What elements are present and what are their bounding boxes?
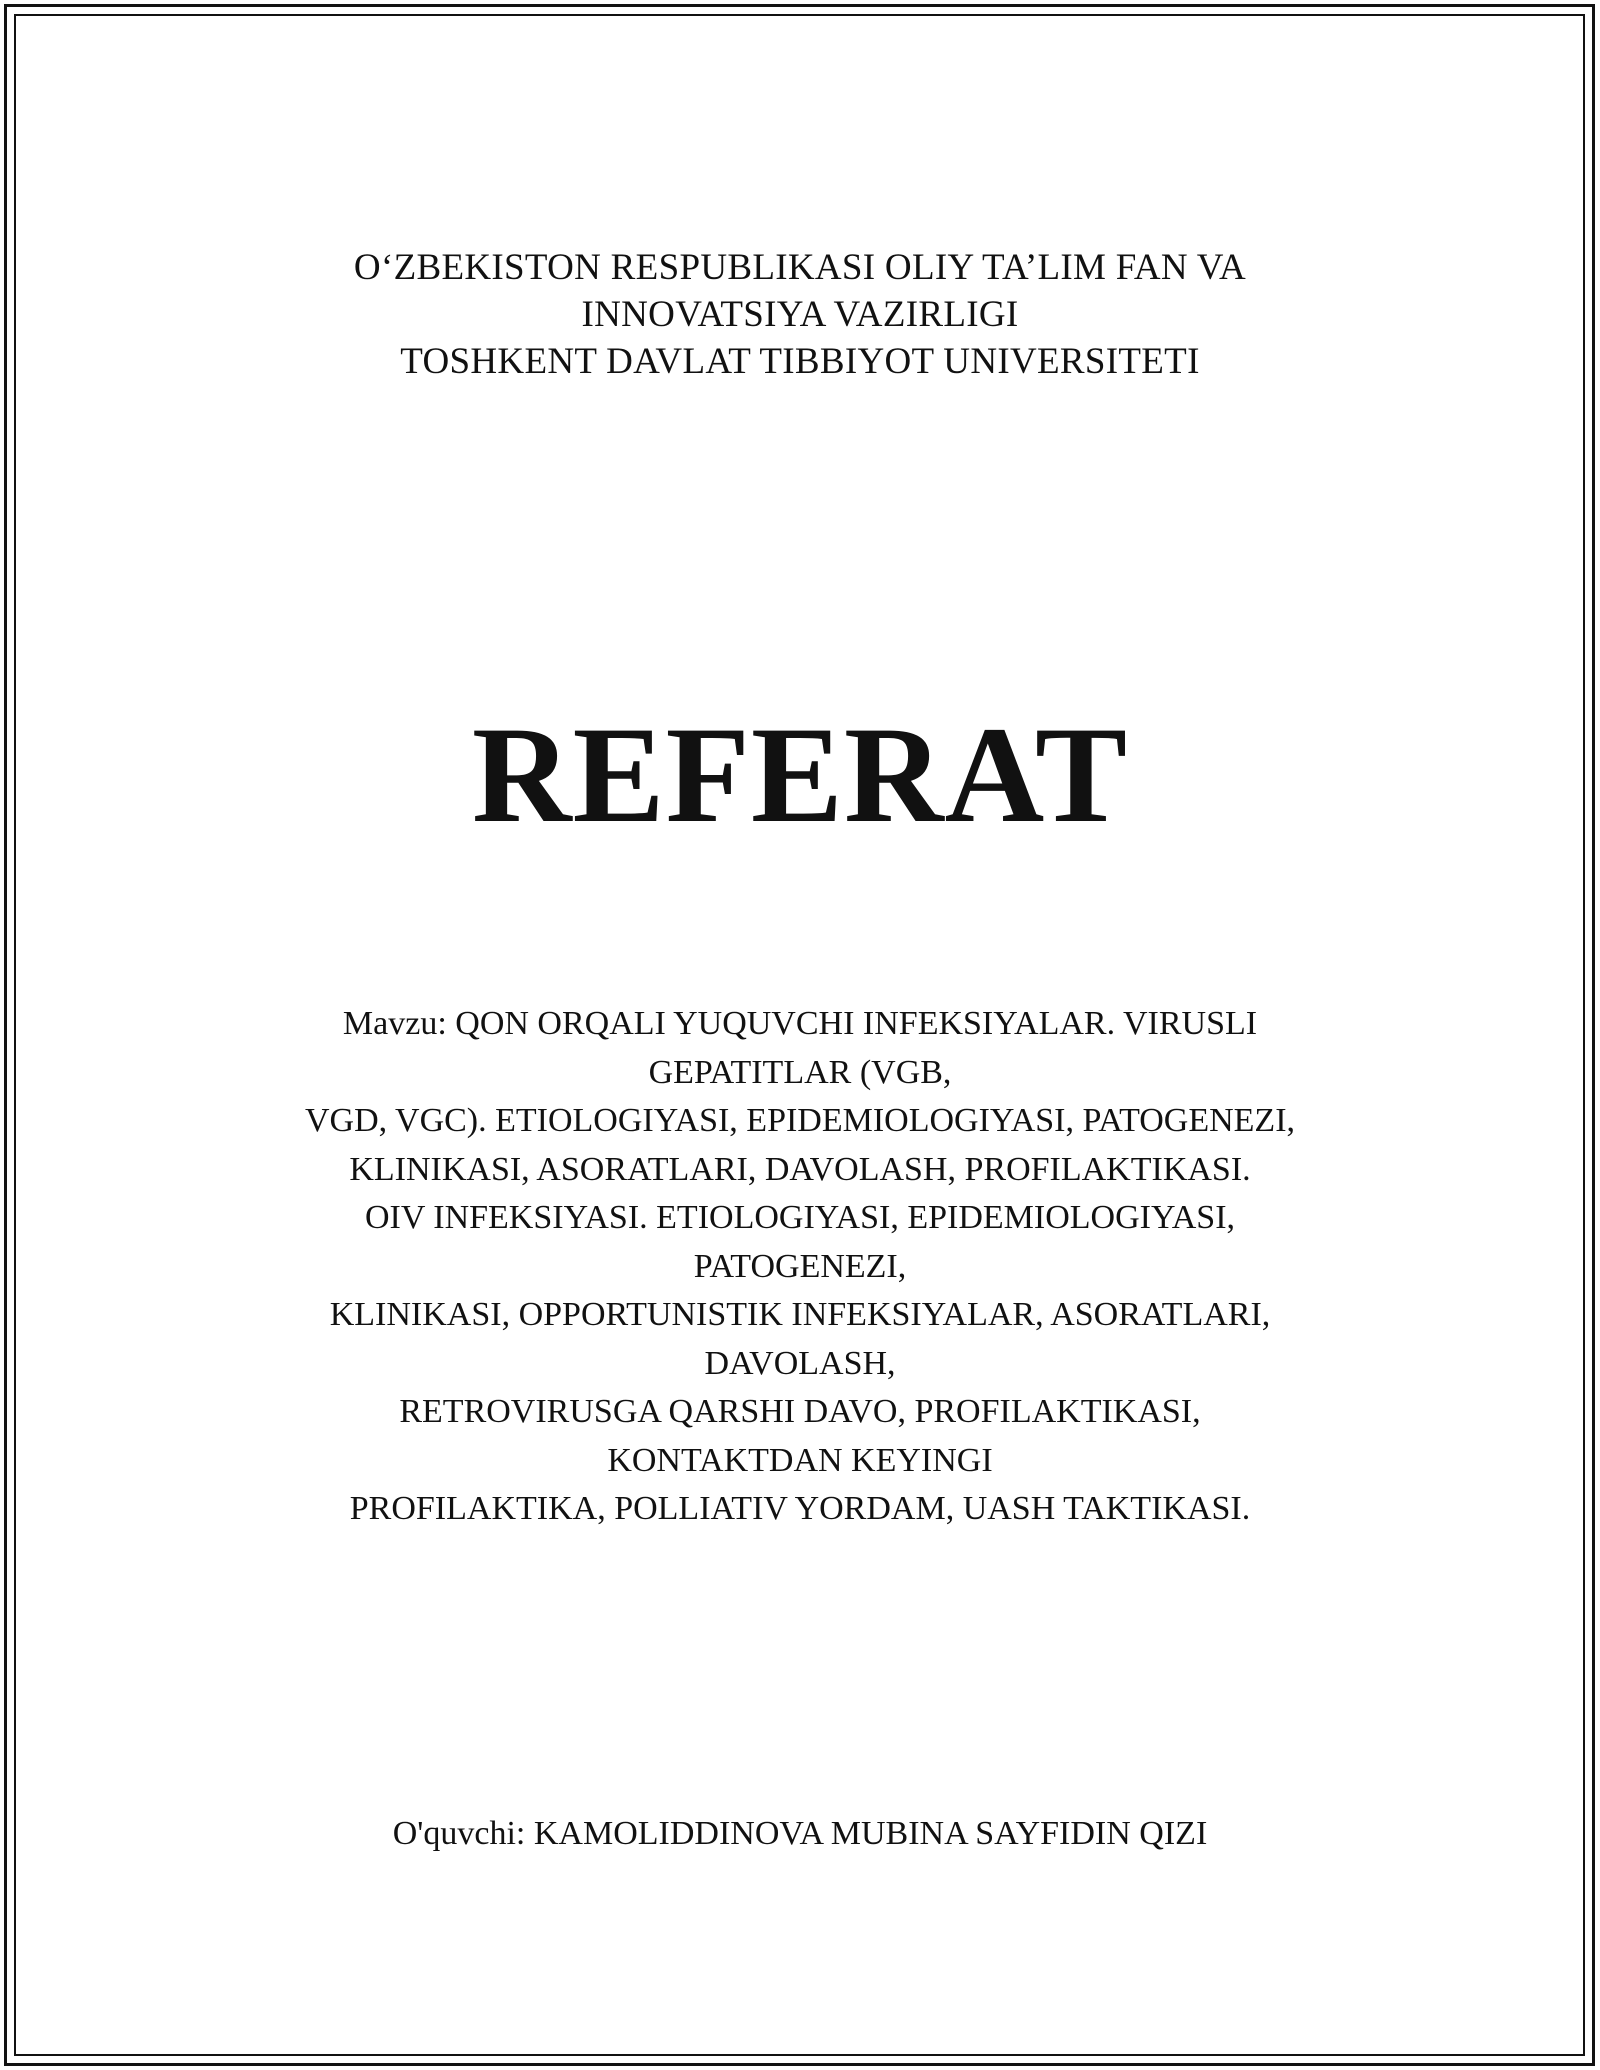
topic-line: PROFILAKTIKA, POLLIATIV YORDAM, UASH TAKTIKASI. [349,1490,1251,1527]
topic-line: OIV INFEKSIYASI. ETIOLOGIYASI, EPIDEMIOLOGIYASI, [364,1199,1236,1236]
document-title: REFERAT [471,698,1129,851]
topic-line: KLINIKASI, OPPORTUNISTIK INFEKSIYALAR, ASORATLARI, [329,1296,1271,1333]
topic-line: KLINIKASI, ASORATLARI, DAVOLASH, PROFILAKTIKASI. [349,1150,1251,1188]
topic-block [0,1000,1600,1534]
topic-line: Mavzu: QON ORQALI YUQUVCHI INFEKSIYALAR. VIRUSLI [342,1005,1258,1042]
topic-line: DAVOLASH, [704,1344,896,1382]
header-line-ministry-1: O‘ZBEKISTON RESPUBLIKASI OLIY TA’LIM FAN VA [353,247,1247,288]
institution-header [0,244,1600,385]
header-line-ministry-2: INNOVATSIYA VAZIRLIGI [581,294,1019,335]
topic-line: VGD, VGC). ETIOLOGIYASI, EPIDEMIOLOGIYASI, PATOGENEZI, [304,1102,1296,1139]
student-name: O'quvchi: KAMOLIDDINOVA MUBINA SAYFIDIN QIZI [392,1815,1208,1852]
topic-line: RETROVIRUSGA QARSHI DAVO, PROFILAKTIKASI, [399,1393,1201,1430]
topic-line: GEPATITLAR (VGB, [648,1053,952,1091]
topic-line: PATOGENEZI, [693,1247,907,1285]
topic-line: KONTAKTDAN KEYINGI [607,1441,993,1479]
header-line-university: TOSHKENT DAVLAT TIBBIYOT UNIVERSITETI [400,341,1200,382]
